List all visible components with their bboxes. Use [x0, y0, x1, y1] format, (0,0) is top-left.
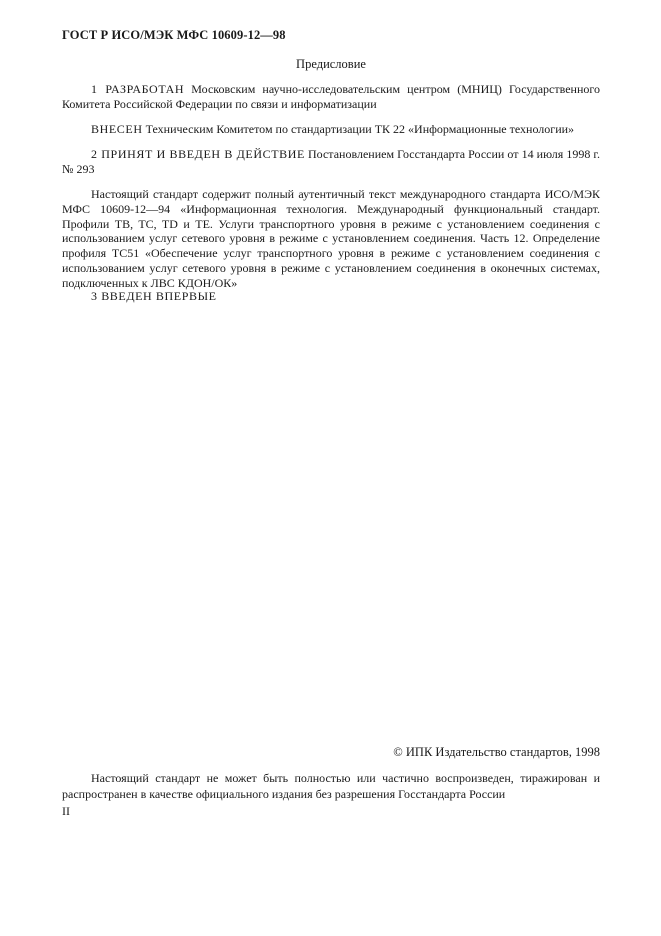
paragraph-lead: 1 РАЗРАБОТАН — [91, 82, 185, 96]
paragraph-introduced-by — [62, 122, 600, 137]
paragraph-developed-by — [62, 82, 600, 112]
paragraph-adopted — [62, 147, 600, 177]
paragraph-text: Московским научно-исследовательским центром (МНИЦ) Государственного Комитета Российской Федерации по связи и информатизации — [62, 82, 600, 111]
copyright-notice: © ИПК Издательство стандартов, 1998 — [393, 745, 600, 759]
paragraph-text: Постановлением Госстандарта России от 14 июля 1998 г. № 293 — [62, 147, 600, 176]
paragraph-lead: 3 ВВЕДЕН ВПЕРВЫЕ — [91, 289, 217, 303]
standard-header: ГОСТ Р ИСО/МЭК МФС 10609-12—98 — [62, 28, 286, 42]
reproduction-notice: Настоящий стандарт не может быть полностью или частично воспроизведен, тиражирован и распространен в качестве официального издания без разрешения Госстандарта России — [62, 771, 600, 801]
document-page — [62, 0, 600, 936]
paragraph-lead: 2 ПРИНЯТ И ВВЕДЕН В ДЕЙСТВИЕ — [91, 147, 305, 161]
paragraph-text: Техническим Комитетом по стандартизации ТК 22 «Информационные технологии» — [142, 122, 575, 136]
paragraph-introduced-first-time — [62, 289, 600, 304]
page-number: II — [62, 804, 70, 818]
section-title-foreword: Предисловие — [296, 57, 366, 71]
paragraph-lead: ВНЕСЕН — [91, 122, 143, 136]
paragraph-standard-content: Настоящий стандарт содержит полный аутентичный текст международного стандарта ИСО/МЭК МФС 10609-12—94 «Информационная технология. Международный функциональный стандарт. Профили TB, TC, TD и ТЕ. Услуги транспортного уровня в режиме с установлением соединения с использованием услуг сетевого уровня в режиме с установлением соединения. Часть 12. Определение профиля TC51 «Обеспечение услуг транспортного уровня в режиме с установлением соединения с использованием услуг сетевого уровня в режиме с установлением соединения в оконечных системах, подключенных к ЛВС КДОН/ОК» — [62, 187, 600, 290]
